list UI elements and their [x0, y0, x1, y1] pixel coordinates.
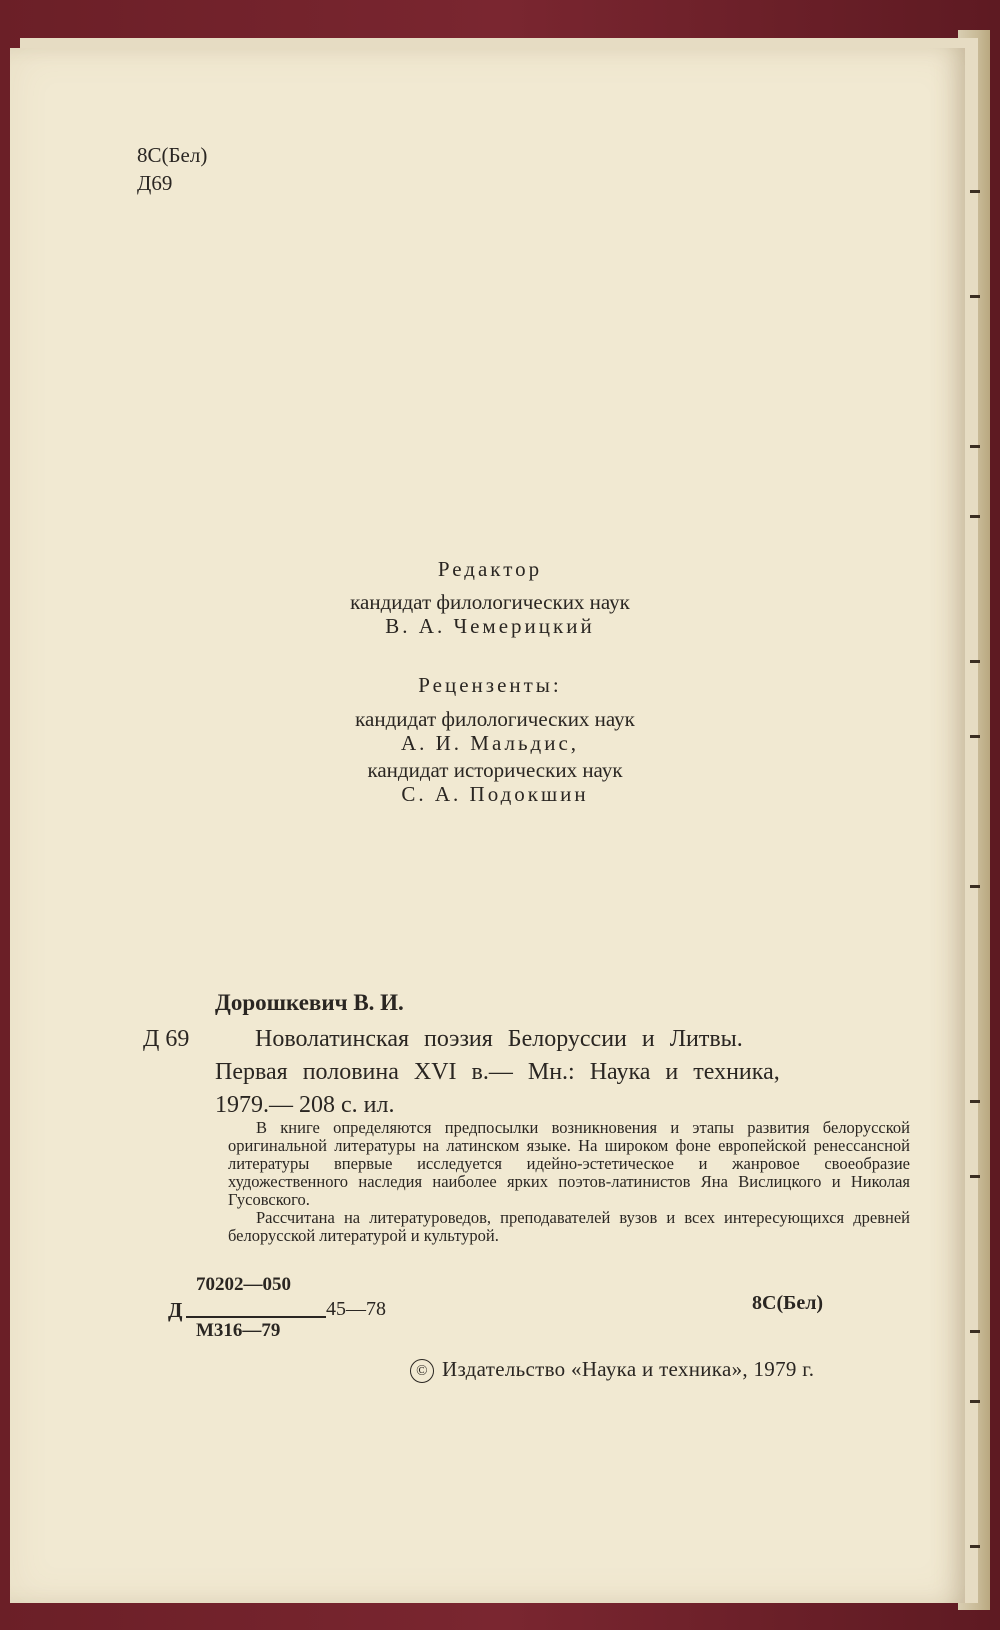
- reviewer-1-name: А. И. Мальдис,: [400, 731, 580, 755]
- binding-stitch: [970, 445, 980, 448]
- binding-stitch: [970, 1100, 980, 1103]
- copyright-text: Издательство «Наука и техника», 1979 г.: [442, 1357, 815, 1381]
- editor-title: кандидат филологических наук: [350, 590, 630, 614]
- record-line-3: 1979.— 208 с. ил.: [215, 1092, 395, 1118]
- abstract: [228, 1119, 910, 1245]
- reviewer-2-name: С. А. Подокшин: [401, 782, 589, 806]
- binding-stitch: [970, 660, 980, 663]
- formula-class-code: 8С(Бел): [752, 1292, 824, 1314]
- record-line-1: Новолатинская поэзия Белоруссии и Литвы.: [255, 1026, 743, 1052]
- binding-stitch: [970, 1330, 980, 1333]
- binding-stitch: [970, 190, 980, 193]
- reviewer-2-title: кандидат исторических наук: [367, 758, 623, 782]
- reviewers-heading: Рецензенты:: [418, 673, 562, 697]
- binding-stitch: [970, 295, 980, 298]
- shelf-mark: Д 69: [143, 1026, 190, 1052]
- editor-name: В. А. Чемерицкий: [385, 614, 595, 638]
- abstract-paragraph-2: Рассчитана на литературоведов, преподавателей вузов и всех интересующихся древней белорусской литературой и культурой.: [228, 1208, 910, 1245]
- author-heading: Дорошкевич В. И.: [215, 990, 404, 1015]
- binding-stitch: [970, 1400, 980, 1403]
- binding-stitch: [970, 1175, 980, 1178]
- reviewer-1-title: кандидат филологических наук: [355, 707, 635, 731]
- formula-suffix: 45—78: [326, 1298, 386, 1320]
- record-line-2: Первая половина XVI в.— Мн.: Наука и техника,: [215, 1059, 780, 1085]
- copyright-icon: ©: [410, 1359, 434, 1383]
- abstract-paragraph-1: В книге определяются предпосылки возникновения и этапы развития белорусской оригинальной литературы на латинском языке. На широком фоне европейской ренессансной литературы впервые исследуется идейно-эстетическое и жанровое своеобразие художественного наследия наиболее ярких поэтов-латинистов Яна Вислицкого и Николая Гусовского.: [228, 1118, 910, 1209]
- formula-numerator: 70202—050: [196, 1274, 291, 1295]
- formula-fraction-line: [186, 1316, 326, 1318]
- binding-stitch: [970, 1545, 980, 1548]
- binding-stitch: [970, 885, 980, 888]
- copyright-line: [410, 1357, 814, 1383]
- formula-letter: Д: [168, 1298, 183, 1322]
- binding-stitch: [970, 515, 980, 518]
- classification-index: Д69: [137, 171, 173, 195]
- editor-heading: Редактор: [437, 557, 543, 581]
- formula-denominator: М316—79: [196, 1320, 281, 1341]
- classification-code: 8С(Бел): [137, 143, 208, 167]
